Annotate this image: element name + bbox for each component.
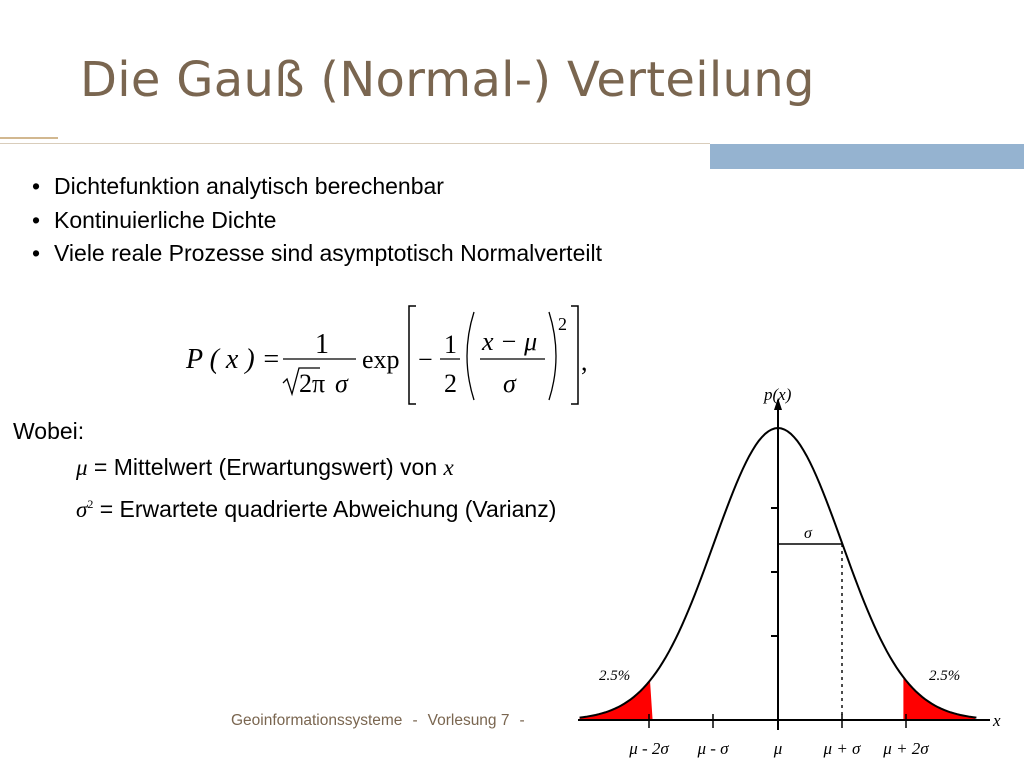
bullet-text: Kontinuierliche Dichte	[54, 206, 277, 233]
right-tail-label: 2.5%	[929, 668, 961, 684]
formula-denominator-sqrt: 2π	[299, 369, 326, 398]
definition-text: = Mittelwert (Erwartungswert) von	[87, 454, 444, 480]
right-paren	[549, 312, 556, 400]
x-tick-label: μ - 2σ	[629, 739, 669, 758]
bullet-dot: •	[32, 173, 41, 199]
formula-numerator: 1	[315, 329, 329, 360]
wobei-label: Wobei:	[13, 418, 85, 444]
accent-bar	[710, 144, 1024, 169]
y-axis-label: p(x)	[764, 385, 792, 404]
slide-title: Die Gauß (Normal-) Verteilung	[80, 52, 815, 108]
sigma-exponent: 2	[87, 497, 94, 511]
footer-lecture: Vorlesung 7	[427, 712, 510, 729]
x-tick-label: μ - σ	[697, 739, 729, 758]
formula-inner-num: x − μ	[482, 327, 538, 356]
sigma-symbol: σ	[76, 497, 88, 522]
bullet-item	[32, 237, 602, 271]
title-divider	[0, 143, 710, 144]
left-bracket	[409, 306, 416, 404]
left-paren	[467, 312, 474, 400]
formula-exp: exp	[362, 345, 400, 374]
formula-denominator-sigma: σ	[335, 369, 348, 398]
definition-mean	[76, 452, 556, 489]
bullet-item	[32, 204, 602, 238]
sigma-label: σ	[804, 525, 812, 542]
left-tail-label: 2.5%	[599, 668, 631, 684]
gaussian-formula	[180, 298, 600, 413]
bullet-dot: •	[32, 206, 41, 233]
x-tick-label: μ	[773, 739, 783, 758]
formula-minus: −	[418, 345, 433, 374]
x-axis-label: x	[993, 711, 1001, 730]
normal-distribution-plot	[560, 372, 1024, 768]
definition-text: = Erwartete quadrierte Abweichung (Varianz)	[93, 496, 557, 522]
definition-variance	[76, 489, 556, 526]
mu-symbol: μ	[76, 455, 88, 480]
title-accent-line	[0, 137, 58, 139]
x-tick-label: μ + σ	[823, 739, 861, 758]
formula-trailing: ,	[581, 347, 588, 376]
definition-tail: x	[443, 455, 454, 480]
footer-trail: -	[519, 712, 525, 729]
bullet-text: Viele reale Prozesse sind asymptotisch Normalverteilt	[54, 240, 602, 266]
formula-lhs: P ( x ) =	[186, 344, 281, 375]
bullet-item	[32, 170, 602, 204]
bullet-text: Dichtefunktion analytisch berechenbar	[54, 173, 444, 199]
slide-footer	[231, 712, 535, 730]
footer-separator: -	[412, 712, 418, 729]
footer-course: Geoinformationssysteme	[231, 712, 403, 729]
definition-list	[76, 452, 556, 526]
formula-inner-den: σ	[503, 369, 516, 398]
formula-half-den: 2	[444, 369, 457, 398]
bullet-list	[32, 170, 602, 271]
bullet-dot: •	[32, 240, 41, 266]
x-tick-label: μ + 2σ	[883, 739, 929, 758]
left-tail-area	[580, 681, 653, 721]
formula-power: 2	[558, 314, 567, 334]
formula-half-num: 1	[444, 330, 457, 359]
